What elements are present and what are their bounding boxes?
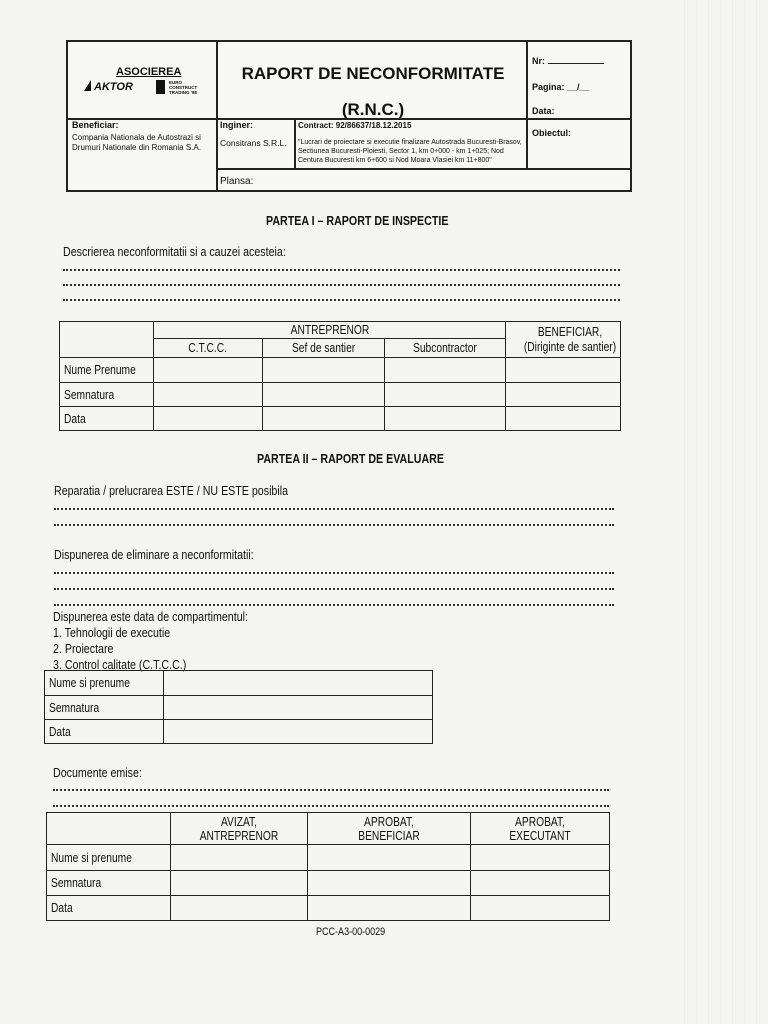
logo-asociere: ASOCIEREA: [116, 66, 182, 78]
part1-signature-table: [59, 321, 621, 431]
inginer-label: Inginer:: [220, 120, 253, 130]
cell-input[interactable]: [471, 896, 610, 921]
document-title: RAPORT DE NECONFORMITATE: [241, 64, 505, 83]
cell-input[interactable]: [506, 383, 621, 407]
cell-input[interactable]: [164, 696, 433, 720]
cell-input[interactable]: [308, 871, 471, 896]
cell-input[interactable]: [385, 407, 506, 431]
row-label-semnatura: Semnatura: [60, 383, 154, 407]
cell-input[interactable]: [308, 896, 471, 921]
documente-line-2: [53, 805, 609, 807]
description-line-3: [63, 299, 620, 301]
cell-input[interactable]: [263, 407, 385, 431]
row-label-nume: Nume Prenume: [60, 358, 154, 383]
antreprenor-header: ANTREPRENOR: [154, 322, 506, 339]
cell-input[interactable]: [506, 407, 621, 431]
compartiment-2: 2. Proiectare: [53, 641, 114, 656]
col-subcontractor: Subcontractor: [385, 339, 506, 358]
reparatia-line-1: [54, 508, 614, 510]
cell-input[interactable]: [154, 407, 263, 431]
cell-input[interactable]: [171, 871, 308, 896]
cell-input[interactable]: [385, 358, 506, 383]
plansa-label: Plansa:: [220, 176, 254, 187]
row-label-nume: Nume si prenume: [47, 845, 171, 871]
logo-aktor: AKTOR: [84, 80, 133, 93]
col-aprobat-executant: APROBAT, EXECUTANT: [471, 813, 610, 845]
row-label-data: Data: [45, 720, 164, 744]
row-label-nume: Nume si prenume: [45, 671, 164, 696]
cell-input[interactable]: [471, 845, 610, 871]
row-label-data: Data: [47, 896, 171, 921]
header-box: [66, 40, 632, 192]
description-line-2: [63, 284, 620, 286]
pagina-field: Pagina: __/__: [532, 82, 590, 92]
col-aprobat-beneficiar: APROBAT, BENEFICIAR: [308, 813, 471, 845]
table-corner: [47, 813, 171, 845]
dispunerea-line-2: [54, 588, 614, 590]
col-sef-santier: Sef de santier: [263, 339, 385, 358]
cell-input[interactable]: [471, 871, 610, 896]
logo-euro-construct: EURO CONSTRUCT TRADING '98: [156, 78, 202, 98]
reparatia-label: Reparatia / prelucrarea ESTE / NU ESTE posibila: [54, 483, 289, 498]
compartiment-label: Dispunerea este data de compartimentul:: [53, 609, 248, 624]
cell-input[interactable]: [164, 671, 433, 696]
obiectul-field: Obiectul:: [532, 128, 572, 138]
row-label-semnatura: Semnatura: [45, 696, 164, 720]
cell-input[interactable]: [308, 845, 471, 871]
cell-input[interactable]: [263, 358, 385, 383]
dispunerea-line-1: [54, 572, 614, 574]
beneficiar-header: BENEFICIAR, (Diriginte de santier): [506, 322, 621, 358]
dispunerea-line-3: [54, 604, 614, 606]
cell-input[interactable]: [506, 358, 621, 383]
part2-title: PARTEA II – RAPORT DE EVALUARE: [257, 451, 444, 466]
cell-input[interactable]: [154, 383, 263, 407]
approval-table: [46, 812, 610, 921]
col-avizat-antreprenor: AVIZAT, ANTREPRENOR: [171, 813, 308, 845]
reparatia-line-2: [54, 524, 614, 526]
cell-input[interactable]: [154, 358, 263, 383]
document-subtitle: (R.N.C.): [341, 100, 405, 119]
data-field: Data:: [532, 106, 555, 116]
table-corner: [60, 322, 154, 358]
beneficiar-value: Compania Nationala de Autostrazi si Drumuri Nationale din Romania S.A.: [72, 133, 201, 152]
contract-value: "Lucrari de proiectare si executie finalizare Autostrada Bucuresti-Brasov, Sectiunea Bucuresti-Ploiesti, Sector 1, km 0+000 - km 1+025; Nod Centura Bucuresti km 6+600 si Nod Moara Vlasiei km 11+800": [298, 139, 522, 164]
col-ctcc: C.T.C.C.: [154, 339, 263, 358]
documente-label: Documente emise:: [53, 765, 142, 780]
part1-title: PARTEA I – RAPORT DE INSPECTIE: [266, 213, 449, 228]
compartiment-3: 3. Control calitate (C.T.C.C.): [53, 657, 187, 672]
description-line-1: [63, 269, 620, 271]
description-label: Descrierea neconformitatii si a cauzei acesteia:: [63, 244, 286, 259]
compartiment-1: 1. Tehnologii de executie: [53, 625, 171, 640]
cell-input[interactable]: [171, 845, 308, 871]
dispunerea-label: Dispunerea de eliminare a neconformitatii:: [54, 547, 254, 562]
cell-input[interactable]: [171, 896, 308, 921]
scan-edge-noise: [678, 0, 768, 1024]
footer-code: PCC-A3-00-0029: [316, 926, 386, 938]
row-label-data: Data: [60, 407, 154, 431]
contract-label: Contract: 92/86637/18.12.2015: [298, 121, 412, 130]
cell-input[interactable]: [263, 383, 385, 407]
beneficiar-label: Beneficiar:: [72, 120, 119, 130]
nr-field: Nr:: [532, 56, 604, 67]
inginer-value: Consitrans S.R.L.: [220, 138, 287, 148]
documente-line-1: [53, 789, 609, 791]
row-label-semnatura: Semnatura: [47, 871, 171, 896]
compartiment-signature-table: [44, 670, 433, 744]
cell-input[interactable]: [385, 383, 506, 407]
cell-input[interactable]: [164, 720, 433, 744]
